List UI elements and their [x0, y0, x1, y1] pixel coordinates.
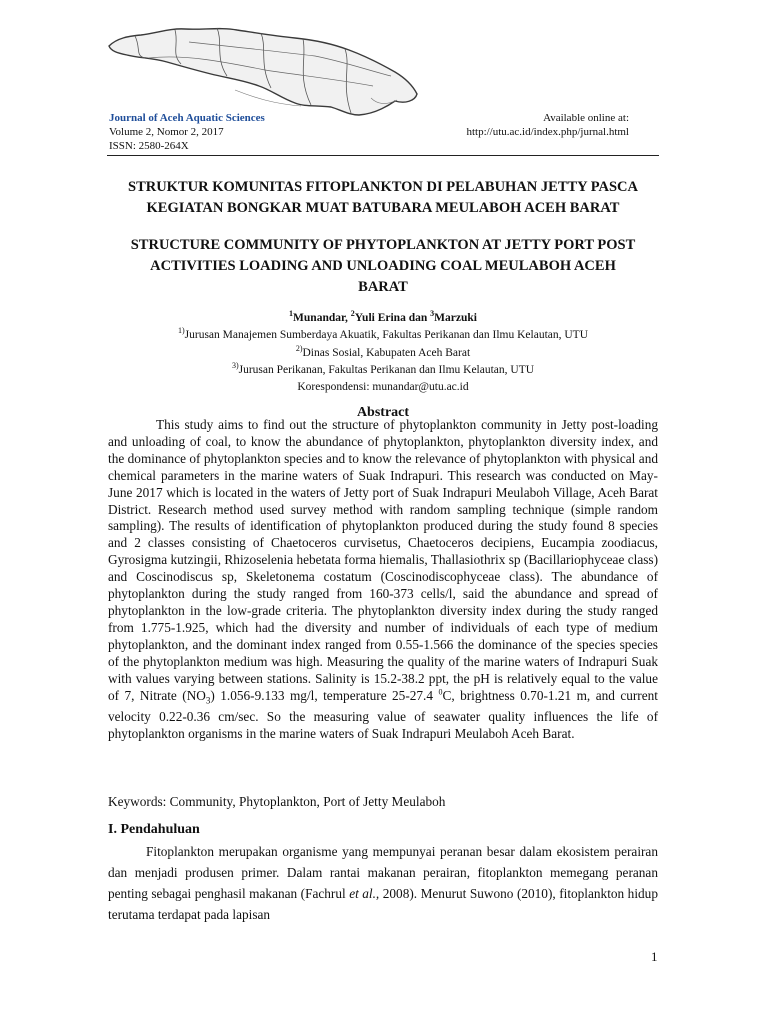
nitrate-subscript: 3 — [205, 695, 211, 706]
title-id-line-1: STRUKTUR KOMUNITAS FITOPLANKTON DI PELABUHAN JETTY PASCA — [128, 179, 638, 195]
intro-etal: et al., — [349, 886, 380, 901]
abstract-text-part-1: This study aims to find out the structure of phytoplankton community in Jetty post-loading and unloading of coal, to know the abundance of phytoplankton, phytoplankton diversity index, and the dominance of phytoplankton species and to know the relevance of phytoplankton with physical and chemical parameters in the marine waters of Suak Indrapuri. This research was conducted on May-June 2017 which is located in the waters of Jetty port of Suak Indrapuri Meulaboh Village, Aceh Barat District. Research method used survey method with random sampling technique (simple random sampling). The results of identification of phytoplankton produced during the study found 8 species and 2 classes consisting of Chaetoceros curvisetus, Chaetoceros decipiens, Eucampia zoodiacus, Gyrosigma kutzingii, Rhizoselenia hebetata forma hiemalis, Thallasiothrix sp (Bacillariophyceae class) and Coscinodiscus sp, Skeletonema costatum (Coscinodiscophyceae class). The abundance of phytoplankton during the study ranged from 160-373 cells/l, said the abundance and spread of phytoplankton in the low-grade criteria. The phytoplankton diversity index during the study ranged from 1.775-1.925, which had the diversity and number of individuals of each type of medium phytoplankton, and the dominant index ranged from 0.55-1.566 the dominance of the species species of the phytoplankton medium was high. Measuring the quality of the marine waters of Indrapuri Suak with values varying between stations. Salinity is 15.2-38.2 ppt, the pH is relatively equal to the value of 7, Nitrate (NO — [108, 417, 658, 703]
affiliation-2-text: Dinas Sosial, Kabupaten Aceh Barat — [302, 346, 471, 359]
author-2: Yuli Erina dan — [354, 312, 431, 324]
abstract-text — [108, 417, 658, 743]
title-id-line-2: KEGIATAN BONGKAR MUAT BATUBARA MEULABOH ACEH BARAT — [146, 200, 620, 216]
affiliation-2-marker: 2) — [295, 343, 303, 353]
intro-text-part-1: Fitoplankton merupakan organisme yang mempunyai peranan besar dalam ekosistem perairan dan menjadi produsen primer. Dalam rantai makanan perairan, fitoplankton memegang peranan penting sebagai penghasil makanan (Fachrul — [108, 844, 658, 901]
affiliation-1-marker: 1) — [177, 326, 185, 336]
journal-header — [109, 111, 629, 153]
intro-text-part-2: 2008). Menurut Suwono (2010), fitoplankton hidup terutama terdapat pada lapisan — [108, 886, 658, 922]
title-en-line-2: ACTIVITIES LOADING AND UNLOADING COAL MEULABOH ACEH — [150, 258, 616, 274]
affiliation-3 — [107, 362, 659, 379]
abstract-heading: Abstract — [356, 405, 410, 420]
author-1-marker: 1 — [289, 309, 294, 319]
aceh-map-logo — [105, 18, 420, 118]
abstract-text-part-2: ) 1.056-9.133 mg/l, temperature 25-27.4 — [210, 687, 439, 703]
correspondence: Korespondensi: munandar@utu.ac.id — [297, 381, 469, 394]
author-3: Marzuki — [434, 312, 477, 324]
title-en-line-3: BARAT — [358, 279, 408, 295]
section-heading-intro: I. Pendahuluan — [108, 822, 200, 837]
title-indonesian — [107, 177, 659, 219]
title-en-line-1: STRUCTURE COMMUNITY OF PHYTOPLANKTON AT JETTY PORT POST — [130, 237, 636, 253]
affiliation-3-marker: 3) — [231, 361, 239, 371]
author-3-marker: 3 — [430, 309, 435, 319]
affiliation-3-text: Jurusan Perikanan, Fakultas Perikanan dan Ilmu Kelautan, UTU — [238, 363, 535, 376]
degree-superscript: 0 — [438, 687, 443, 697]
affiliation-1 — [107, 327, 659, 344]
author-block — [107, 310, 659, 396]
volume-info: Volume 2, Nomor 2, 2017 — [109, 126, 224, 138]
intro-paragraph — [108, 841, 658, 925]
page-number: 1 — [651, 949, 658, 964]
keywords: Keywords: Community, Phytoplankton, Port of Jetty Meulaboh — [108, 794, 446, 809]
journal-url[interactable]: http://utu.ac.id/index.php/jurnal.html — [466, 126, 629, 138]
affiliation-1-text: Jurusan Manajemen Sumberdaya Akuatik, Fakultas Perikanan dan Ilmu Kelautan, UTU — [184, 329, 589, 342]
affiliation-2 — [107, 345, 659, 362]
available-online-label: Available online at: — [543, 112, 629, 124]
author-1: Munandar, — [293, 312, 351, 324]
issn: ISSN: 2580-264X — [109, 140, 189, 152]
author-2-marker: 2 — [350, 309, 355, 319]
author-names — [107, 310, 659, 327]
title-english — [107, 235, 659, 298]
abstract-text-part-3: C, brightness 0.70-1.21 m, and current velocity 0.22-0.36 cm/sec. So the measuring value of seawater quality influences the life of phytoplankton organisms in the marine waters of Suak Indrapuri Meulaboh Aceh Barat. — [108, 687, 658, 741]
journal-name: Journal of Aceh Aquatic Sciences — [109, 112, 265, 124]
header-divider — [107, 155, 659, 156]
